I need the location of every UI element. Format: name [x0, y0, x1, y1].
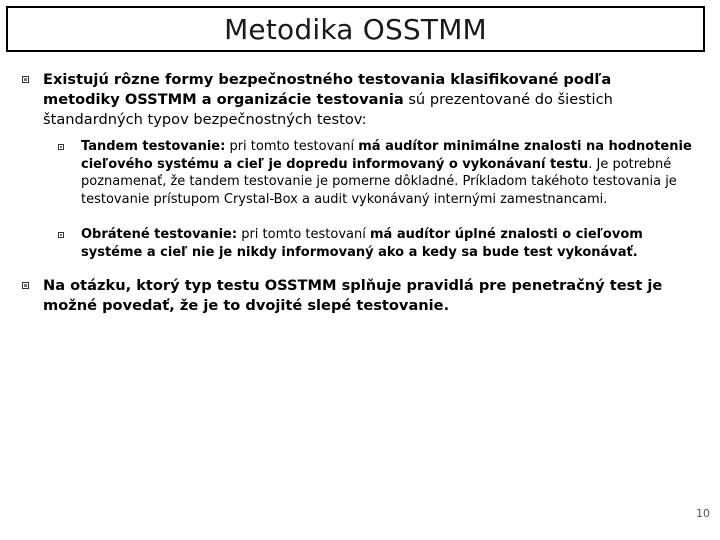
- sub-bullet-1-bold: Tandem testovanie:: [81, 139, 226, 154]
- square-bullet-icon: [58, 144, 64, 150]
- bullet-item-1: [22, 70, 692, 130]
- bullet-text-2: Na otázku, ktorý typ testu OSSTMM splňuje pravidlá pre penetračný test je možné povedať, že je to dvojité slepé testovanie.: [43, 277, 663, 314]
- sub-bullet-1-normal-b: . Je potrebné poznamenať, že tandem testovanie je pomerne dôkladné. Príkladom takéhoto testovania je testovanie prístupom Crystal-Box a audit vykonávaný internými zamestnancami.: [81, 156, 677, 207]
- sub-bullet-text-1: [81, 138, 708, 208]
- bullet-item-2: [22, 276, 692, 316]
- sub-bullet-text-2: [81, 226, 708, 261]
- bullet-1-normal: sú prezentované do šiestich štandardných typov bezpečnostných testov:: [43, 91, 613, 128]
- sub-bullet-item-1: [58, 138, 708, 208]
- sub-bullet-1-bold-b: má audítor minimálne znalosti na hodnotenie cieľového systému a cieľ je dopredu informovaný o vykonávaní testu: [81, 139, 692, 172]
- sub-bullet-item-2: [58, 226, 708, 261]
- square-bullet-icon: [22, 76, 29, 83]
- slide-title-box: [6, 6, 705, 52]
- square-bullet-icon: [58, 232, 64, 238]
- sub-bullet-2-bold-b: má audítor úplné znalosti o cieľovom systéme a cieľ nie je nikdy informovaný ako a kedy sa bude test vykonávať.: [81, 227, 643, 260]
- page-number: 10: [696, 507, 710, 520]
- slide-title: Metodika OSSTMM: [224, 12, 487, 46]
- sub-bullet-2-normal-a: pri tomto testovaní: [237, 227, 370, 242]
- sub-bullet-2-bold: Obrátené testovanie:: [81, 227, 238, 242]
- bullet-text-1: [43, 70, 692, 130]
- bullet-1-bold: Existujú rôzne formy bezpečnostného testovania klasifikované podľa metodiky OSSTMM a organizácie testovania: [43, 71, 612, 108]
- square-bullet-icon: [22, 282, 29, 289]
- sub-bullet-1-normal-a: pri tomto testovaní: [225, 139, 359, 154]
